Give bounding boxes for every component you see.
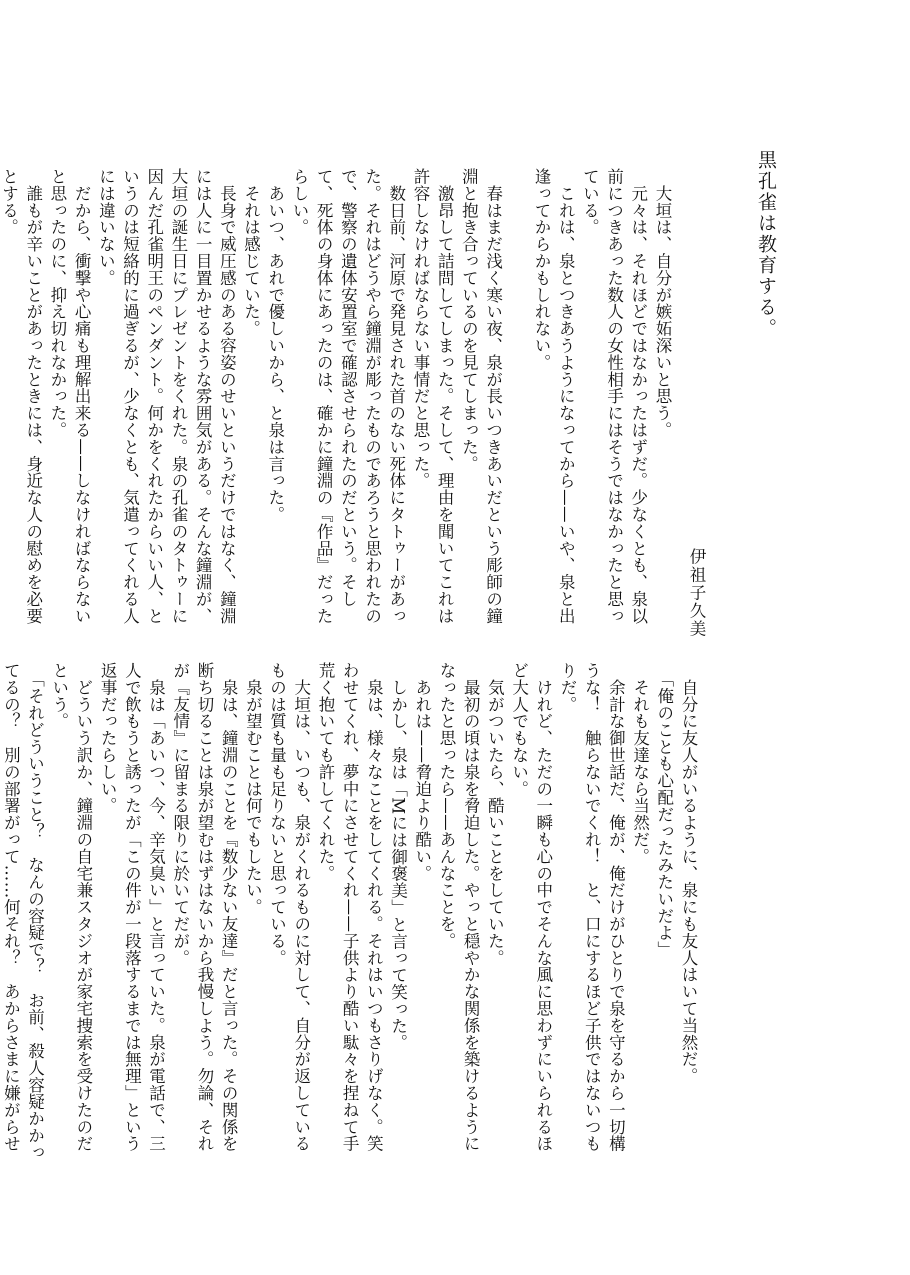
paragraph: 自分に友人がいるように、泉にも友人はいて当然だ。 <box>679 662 698 1085</box>
paragraph: 春はまだ浅く寒い夜、泉が長いつきあいだという彫師の鐘淵と抱き合っているのを見てしまった。 <box>459 168 503 625</box>
paragraph: けれど、ただの一瞬も心の中でそんな風に思わずにいられるほど大人でもない。 <box>509 662 553 1153</box>
paragraph: 「俺のことも心配だったみたいだよ」 <box>654 662 674 958</box>
paragraph: それも友達なら当然だ。 <box>630 662 650 865</box>
paragraph: これは、泉とつきあうようになってから——いや、泉と出逢ってからかもしれない。 <box>531 168 576 625</box>
paragraph: あれは——脅迫より酷い。 <box>412 662 432 882</box>
paragraph: 誰もが辛いことがあったときには、身近な人の慰めを必要とする。 <box>0 168 43 625</box>
paragraph: 元々は、それほどではなかったはずだ。少なくとも、泉以前につきあった数人の女性相手にはそうではなかったと思っている。 <box>580 168 648 625</box>
paragraph: 余計な御世話だ、俺が、俺だけがひとりで泉を守るから一切構うな！ 触らないでくれ！ と、口にするほど子供ではないつもりだ。 <box>557 662 626 1153</box>
paragraph: どういう訳か、鐘淵の自宅兼スタジオが家宅捜索を受けたのだという。 <box>49 662 93 1153</box>
upper-text-block <box>0 168 674 638</box>
paragraph: それは感じていた。 <box>241 168 261 337</box>
paragraph: あいつ、あれで優しいから、と泉は言った。 <box>265 168 285 523</box>
paragraph: 泉が望むことは何でもしたい。 <box>243 662 263 916</box>
paragraph: だから、衝撃や心痛も理解出来る——しなければならないと思ったのに、抑え切れなかった。 <box>47 168 92 625</box>
paragraph: 長身で威圧感のある容姿のせいというだけではなく、鐘淵には人に一目置かせるような雰囲気がある。そんな鐘淵が、大垣の誕生日にプレゼントをくれた。泉の孔雀のタトゥーに因んだ孔雀明王のペンダント。何かをくれたからいい人、というのは短絡的に過ぎるが、少なくとも、気遣ってくれる人には違いない。 <box>96 168 237 625</box>
paragraph <box>505 168 529 638</box>
paragraph: 気がついたら、酷いことをしていた。 <box>485 662 505 967</box>
story-title: 黒孔雀は教育する。 <box>755 150 777 339</box>
paragraph: 最初の頃は泉を脅迫した。やっと穏やかな関係を築けるようになったと思ったら——あんなことを。 <box>436 662 481 1153</box>
paragraph: しかし、泉は「Mには御褒美」と言って笑った。 <box>388 662 408 1052</box>
author-name: 伊祖子久美 <box>687 548 706 638</box>
paragraph: 激昂して詰問してしまった。そして、理由を聞いてこれは許容しなければならない事情だと思った。 <box>410 168 455 625</box>
paragraph: 泉は、鐘淵のことを『数少ない友達』だと言った。その関係を断ち切ることは泉が望むはずはないから我慢しよう。勿論、それが『友情』に留まる限りに於いてだが。 <box>170 662 239 1153</box>
lower-text-block <box>0 662 700 1164</box>
paragraph: 大垣は、いつも、泉がくれるものに対して、自分が返しているものは質も量も足りないと思っている。 <box>267 662 311 1153</box>
paragraph: 泉は、様々なことをしてくれる。それはいつもさりげなく。笑わせてくれ、夢中にさせてくれ——子供より酷い駄々を捏ねて手荒く抱いても許してくれた。 <box>315 662 384 1153</box>
paragraph: 数日前、河原で発見された首のない死体にタトゥーがあった。それはどうやら鐘淵が彫ったものであろうと思われたので、警察の遺体安置室で確認させられたのだという。そして、死体の身体にあったのは、確かに鐘淵の『作品』だったらしい。 <box>289 168 406 625</box>
paragraph: 「それどういうこと？ なんの容疑で？ お前、殺人容疑かかってるの？ 別の部署がって……何それ？ あからさまに嫌がらせ <box>1 662 45 1161</box>
paragraph: 大垣は、自分が嫉妬深いと思う。 <box>653 168 672 439</box>
paragraph: 泉は「あいつ、今、辛気臭い」と言っていた。泉が電話で、三人で飲もうと誘ったが「この件が一段落するまでは無理」という返事だったらしい。 <box>98 662 166 1153</box>
